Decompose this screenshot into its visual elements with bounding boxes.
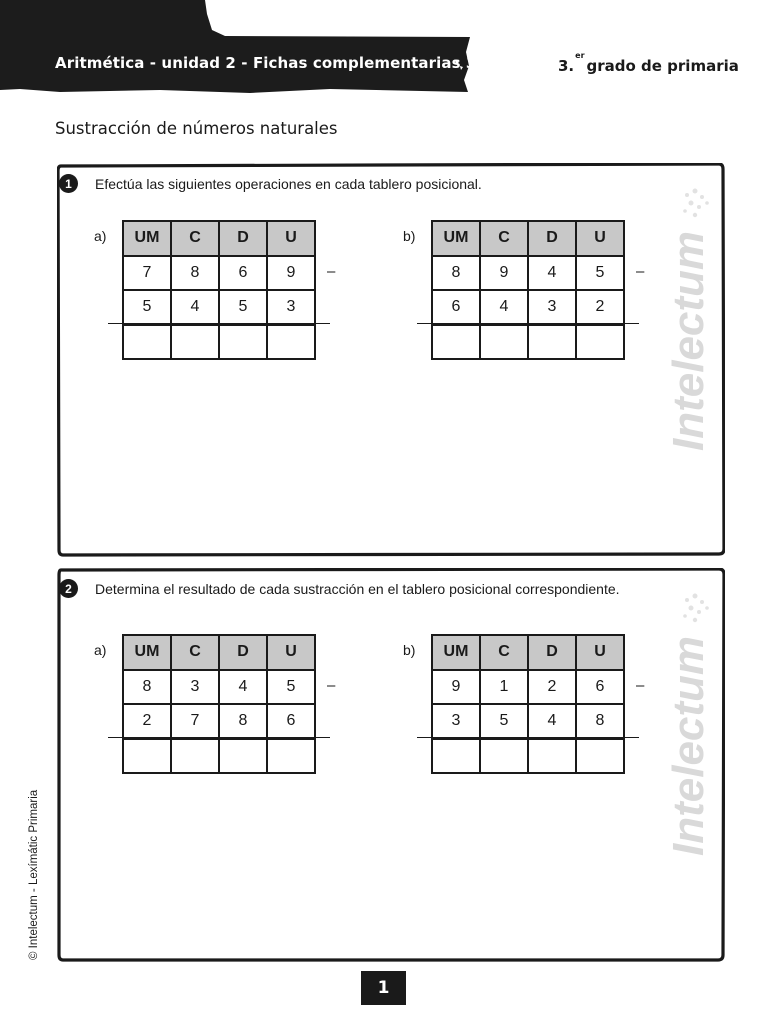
- minuend-digit: 8: [432, 256, 480, 291]
- answer-cell[interactable]: [432, 325, 480, 360]
- board-row-minuend: [432, 256, 624, 291]
- grade-label: [558, 51, 739, 75]
- subtrahend-digit: 3: [267, 290, 315, 325]
- board-label: a): [94, 642, 107, 658]
- exercise-instruction: Determina el resultado de cada sustracción en el tablero posicional correspondiente.: [95, 581, 620, 597]
- minuend-digit: 3: [171, 670, 219, 705]
- subtrahend-digit: 8: [219, 704, 267, 739]
- minuend-digit: 8: [123, 670, 171, 705]
- exercise-number-badge: 1: [59, 174, 78, 193]
- subtrahend-digit: 7: [171, 704, 219, 739]
- subtrahend-digit: 5: [123, 290, 171, 325]
- place-value-board: [122, 220, 316, 360]
- header-cell: D: [219, 221, 267, 256]
- board-row-headers: [123, 221, 315, 256]
- header-cell: C: [171, 635, 219, 670]
- minuend-digit: 4: [219, 670, 267, 705]
- subtrahend-digit: 4: [171, 290, 219, 325]
- subtrahend-digit: 4: [480, 290, 528, 325]
- board-label: a): [94, 228, 107, 244]
- header-cell: UM: [432, 635, 480, 670]
- minus-sign: –: [327, 677, 336, 694]
- header-title: Aritmética - unidad 2 - Fichas complementarias 3: [55, 54, 477, 72]
- answer-cell[interactable]: [219, 325, 267, 360]
- board-row-answer: [432, 325, 624, 360]
- header-cell: C: [171, 221, 219, 256]
- header-cell: U: [576, 635, 624, 670]
- header-cell: UM: [123, 635, 171, 670]
- board-row-answer: [123, 325, 315, 360]
- header-banner: [0, 0, 477, 96]
- svg-text:Intelectum: Intelectum: [667, 635, 713, 856]
- board-row-subtrahend: [123, 290, 315, 325]
- subtraction-line: [108, 737, 330, 738]
- copyright-text: © Intelectum - Lexímátic Primaria: [28, 789, 40, 960]
- grade-number: 3.: [558, 57, 575, 75]
- minuend-digit: 8: [171, 256, 219, 291]
- answer-cell[interactable]: [576, 325, 624, 360]
- grade-text: grado de primaria: [586, 57, 739, 75]
- board-row-subtrahend: [123, 704, 315, 739]
- subtrahend-digit: 6: [432, 290, 480, 325]
- board-row-minuend: [123, 670, 315, 705]
- header-cell: U: [576, 221, 624, 256]
- header-cell: U: [267, 635, 315, 670]
- subtrahend-digit: 3: [432, 704, 480, 739]
- answer-cell[interactable]: [528, 325, 576, 360]
- answer-cell[interactable]: [219, 739, 267, 774]
- board-row-subtrahend: [432, 704, 624, 739]
- board-label: b): [403, 228, 416, 244]
- answer-cell[interactable]: [267, 325, 315, 360]
- header-cell: UM: [123, 221, 171, 256]
- header-cell: C: [480, 635, 528, 670]
- header-cell: U: [267, 221, 315, 256]
- subtrahend-digit: 2: [123, 704, 171, 739]
- minuend-digit: 9: [480, 256, 528, 291]
- subtrahend-digit: 8: [576, 704, 624, 739]
- place-value-board: [431, 220, 625, 360]
- board-row-headers: [432, 635, 624, 670]
- section-title: Sustracción de números naturales: [55, 119, 338, 138]
- minus-sign: –: [636, 263, 645, 280]
- header-cell: D: [528, 221, 576, 256]
- subtrahend-digit: 4: [528, 704, 576, 739]
- answer-cell[interactable]: [267, 739, 315, 774]
- header-cell: C: [480, 221, 528, 256]
- answer-cell[interactable]: [171, 739, 219, 774]
- header-cell: D: [528, 635, 576, 670]
- intelectum-watermark: [667, 588, 717, 868]
- subtraction-line: [417, 323, 639, 324]
- subtraction-line: [417, 737, 639, 738]
- answer-cell[interactable]: [480, 739, 528, 774]
- minuend-digit: 6: [576, 670, 624, 705]
- board-row-minuend: [432, 670, 624, 705]
- board-row-headers: [123, 635, 315, 670]
- minuend-digit: 7: [123, 256, 171, 291]
- answer-cell[interactable]: [171, 325, 219, 360]
- intelectum-watermark: [667, 183, 717, 463]
- minuend-digit: 6: [219, 256, 267, 291]
- minuend-digit: 1: [480, 670, 528, 705]
- minus-sign: –: [636, 677, 645, 694]
- minuend-digit: 4: [528, 256, 576, 291]
- exercise-number-badge: 2: [59, 579, 78, 598]
- minuend-digit: 9: [267, 256, 315, 291]
- board-row-minuend: [123, 256, 315, 291]
- grade-superscript: er: [575, 51, 585, 60]
- board-label: b): [403, 642, 416, 658]
- watermark-text: [667, 183, 717, 463]
- minuend-digit: 9: [432, 670, 480, 705]
- subtrahend-digit: 2: [576, 290, 624, 325]
- exercise-instruction: Efectúa las siguientes operaciones en cada tablero posicional.: [95, 176, 482, 192]
- place-value-board: [122, 634, 316, 774]
- subtrahend-digit: 5: [480, 704, 528, 739]
- answer-cell[interactable]: [480, 325, 528, 360]
- board-row-subtrahend: [432, 290, 624, 325]
- minuend-digit: 5: [267, 670, 315, 705]
- board-row-answer: [123, 739, 315, 774]
- answer-cell[interactable]: [432, 739, 480, 774]
- subtrahend-digit: 5: [219, 290, 267, 325]
- board-row-headers: [432, 221, 624, 256]
- minuend-digit: 2: [528, 670, 576, 705]
- place-value-board: [431, 634, 625, 774]
- banner-shape: [0, 0, 470, 96]
- answer-cell[interactable]: [576, 739, 624, 774]
- header-cell: D: [219, 635, 267, 670]
- subtrahend-digit: 3: [528, 290, 576, 325]
- answer-cell[interactable]: [528, 739, 576, 774]
- answer-cell[interactable]: [123, 739, 171, 774]
- page-number: 1: [361, 971, 406, 1005]
- header-cell: UM: [432, 221, 480, 256]
- minus-sign: –: [327, 263, 336, 280]
- watermark-text: [667, 588, 717, 868]
- subtrahend-digit: 6: [267, 704, 315, 739]
- answer-cell[interactable]: [123, 325, 171, 360]
- board-row-answer: [432, 739, 624, 774]
- svg-text:Intelectum: Intelectum: [667, 230, 713, 451]
- subtraction-line: [108, 323, 330, 324]
- minuend-digit: 5: [576, 256, 624, 291]
